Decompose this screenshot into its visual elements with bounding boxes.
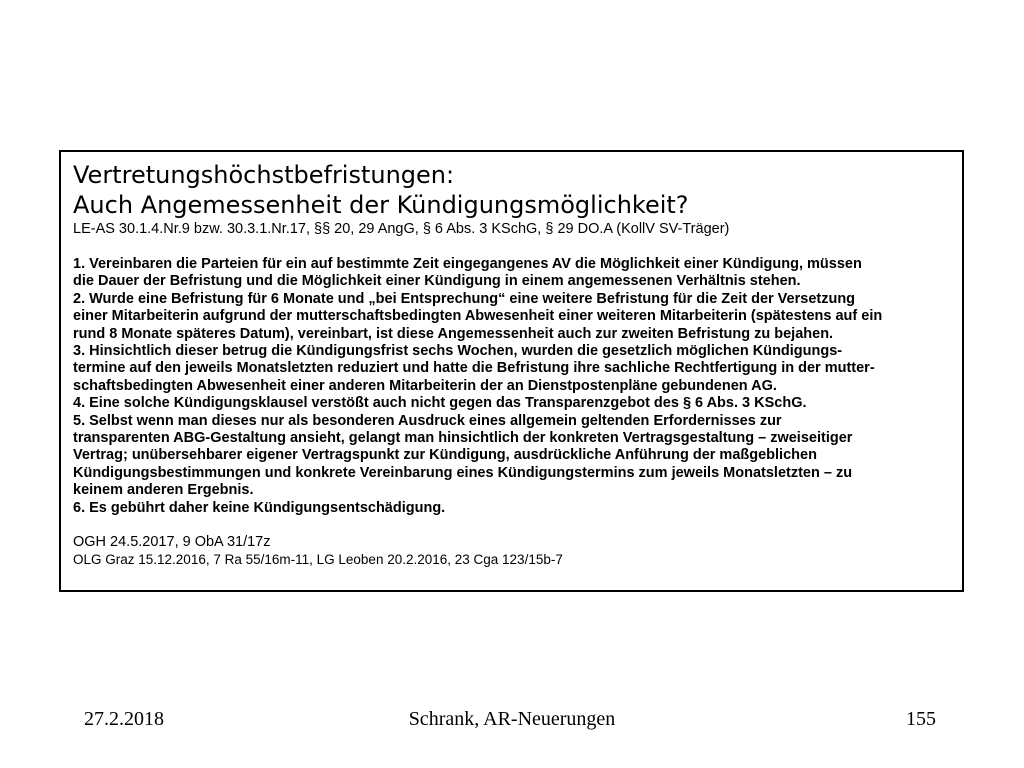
paragraph-line: keinem anderen Ergebnis. [73,482,254,499]
paragraph-line: 1. Vereinbaren die Parteien für ein auf bestimmte Zeit eingegangenes AV die Möglichkeit einer Kündigung, müssen [73,256,862,272]
paragraph-line: einer Mitarbeiterin aufgrund der mutterschaftsbedingten Abwesenheit einer weiteren Mitarbeiterin (spätestens auf ein [73,308,883,325]
slide-title-line-1: Vertretungshöchstbefristungen: [73,161,455,189]
footer-title: Schrank, AR-Neuerungen [408,708,616,730]
court-citation-main: OGH 24.5.2017, 9 ObA 31/17z [73,534,271,551]
paragraph-line: 5. Selbst wenn man dieses nur als besonderen Ausdruck eines allgemein geltenden Erfordernisses zur [73,412,782,429]
court-citation-lower: OLG Graz 15.12.2016, 7 Ra 55/16m-11, LG Leoben 20.2.2016, 23 Cga 123/15b-7 [73,552,563,568]
paragraph-line: 3. Hinsichtlich dieser betrug die Kündigungsfrist sechs Wochen, wurden die gesetzlich möglichen Kündigungs- [73,343,843,360]
footer-date: 27.2.2018 [84,708,164,730]
paragraph-line: 6. Es gebührt daher keine Kündigungsentschädigung. [73,499,446,516]
legal-reference: LE-AS 30.1.4.Nr.9 bzw. 30.3.1.Nr.17, §§ 20, 29 AngG, § 6 Abs. 3 KSchG, § 29 DO.A (KollV SV-Träger) [73,221,730,237]
slide-title-line-2: Auch Angemessenheit der Kündigungsmöglichkeit? [73,191,689,219]
paragraph-line: Kündigungsbestimmungen und konkrete Vereinbarung eines Kündigungstermins zum jeweils Monatsletzten – zu [73,464,853,481]
paragraph-line: 2. Wurde eine Befristung für 6 Monate und „bei Entsprechung“ eine weitere Befristung für die Zeit der Versetzung [73,290,856,307]
holding-paragraph [73,395,952,412]
paragraph-line: Vertrag; unübersehbarer eigener Vertragspunkt zur Kündigung, ausdrückliche Anführung der maßgeblichen [73,447,817,464]
paragraph-line: die Dauer der Befristung und die Möglichkeit einer Kündigung in einem angemessenen Verhältnis stehen. [73,273,801,290]
holding-paragraph [73,291,952,343]
paragraph-line: schaftsbedingten Abwesenheit einer anderen Mitarbeiterin der an Dienstpostenpläne gebundenen AG. [73,377,777,394]
paragraph-line: transparenten ABG-Gestaltung ansieht, gelangt man hinsichtlich der konkreten Vertragsgestaltung – zweiseitiger [73,430,853,447]
holding-paragraph [73,343,952,395]
holding-paragraph [73,256,952,291]
paragraph-line: termine auf den jeweils Monatsletzten reduziert und hatte die Befristung ihre sachliche Rechtfertigung in der mutter- [73,360,875,377]
holding-paragraph [73,413,952,500]
page-number: 155 [906,708,936,730]
paragraph-line: rund 8 Monate späteres Datum), vereinbart, ist diese Angemessenheit auch zur zweiten Befristung zu bejahen. [73,325,834,342]
paragraph-line: 4. Eine solche Kündigungsklausel verstößt auch nicht gegen das Transparenzgebot des § 6 Abs. 3 KSchG. [73,395,807,412]
holding-paragraphs [73,256,952,517]
holding-paragraph [73,500,952,517]
content-box [59,150,964,592]
